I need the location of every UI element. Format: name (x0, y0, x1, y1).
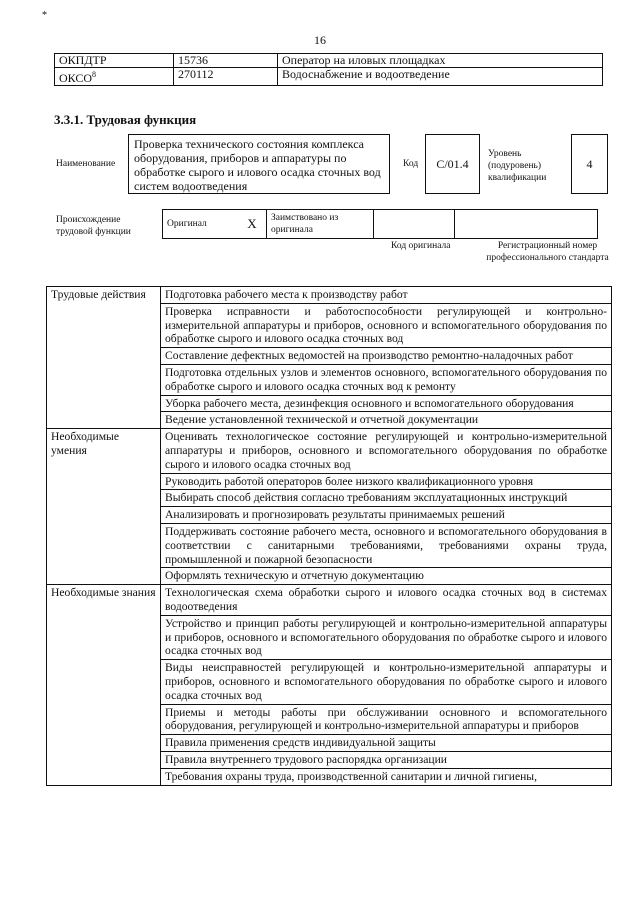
classifier-codes-table (54, 53, 603, 86)
page-number: 16 (314, 33, 326, 47)
item-cell: Правила внутреннего трудового распорядка организации (161, 751, 612, 768)
table-row (47, 429, 612, 473)
category-cell: Необходимые знания (47, 585, 161, 785)
origin-table (162, 209, 598, 239)
item-cell: Руководить работой операторов более низкого квалификационного уровня (161, 473, 612, 490)
classifier-code: 270112 (174, 68, 278, 86)
origin-label: Происхождение трудовой функции (56, 215, 131, 237)
item-cell: Оформлять техническую и отчетную документацию (161, 568, 612, 585)
original-mark: X (238, 210, 267, 239)
group-knowledge (47, 585, 612, 785)
item-cell: Требования охраны труда, производственной санитарии и личной гигиены, (161, 768, 612, 785)
level-label: Уровень (подуровень) квалификации (488, 149, 547, 183)
category-cell: Трудовые действия (47, 287, 161, 429)
original-code-cell (374, 210, 455, 239)
item-cell: Правила применения средств индивидуальной защиты (161, 735, 612, 752)
borrowed-label: Заимствовано из оригинала (267, 210, 374, 239)
item-cell: Составление дефектных ведомостей на производство ремонтно-наладочных работ (161, 348, 612, 365)
footnote-ref: 8 (92, 70, 97, 79)
item-cell: Анализировать и прогнозировать результаты принимаемых решений (161, 507, 612, 524)
item-cell: Подготовка отдельных узлов и элементов основного, вспомогательного оборудования по обработке сырого и илового осадка сточных вод к ремонту (161, 364, 612, 395)
function-code: C/01.4 (425, 134, 480, 194)
table-row (47, 287, 612, 304)
corner-mark: * (42, 10, 47, 21)
labor-function-table (46, 286, 612, 786)
classifier-title: Оператор на иловых площадках (278, 54, 603, 68)
registration-number-cell (455, 210, 598, 239)
category-cell: Необходимые умения (47, 429, 161, 585)
item-cell: Технологическая схема обработки сырого и илового осадка сточных вод в системах водоотведения (161, 585, 612, 616)
original-label: Оригинал (163, 210, 239, 239)
table-row (163, 210, 598, 239)
name-label: Наименование (56, 159, 116, 169)
item-cell: Поддерживать состояние рабочего места, основного и вспомогательного оборудования в соответствии с санитарными требованиями, требованиями охраны труда, промышленной и пожарной безопасности (161, 523, 612, 567)
item-cell: Приемы и методы работы при обслуживании основного и вспомогательного оборудования, регулирующей и контрольно-измерительной аппаратуры и приборов (161, 704, 612, 735)
classifier-code: 15736 (174, 54, 278, 68)
classifier-title: Водоснабжение и водоотведение (278, 68, 603, 86)
item-cell: Подготовка рабочего места к производству работ (161, 287, 612, 304)
code-label: Код (403, 159, 419, 169)
original-code-label: Код оригинала (391, 241, 451, 251)
item-cell: Устройство и принцип работы регулирующей и контрольно-измерительной аппаратуры и приборов, основного и вспомогательного оборудования по обработке сырого и илового осадка сточных вод (161, 615, 612, 659)
function-name: Проверка технического состояния комплекса оборудования, приборов и аппаратуры по обработке сырого и илового осадка сточных вод систем водоотведения (128, 134, 390, 194)
group-skills (47, 429, 612, 585)
group-actions (47, 287, 612, 429)
registration-number-label: Регистрационный номер профессионального стандарта (486, 241, 609, 263)
table-row (47, 585, 612, 616)
classifier-name: ОКПДТР (55, 54, 174, 68)
item-cell: Уборка рабочего места, дезинфекция основного и вспомогательного оборудования (161, 395, 612, 412)
classifier-name: ОКСО$^8$ (55, 68, 174, 86)
table-row (55, 54, 603, 68)
item-cell: Оценивать технологическое состояние регулирующей и контрольно-измерительной аппаратуры и приборов, основного и вспомогательного оборудования по обработке сырого и илового осадка сточных вод (161, 429, 612, 473)
item-cell: Ведение установленной технической и отчетной документации (161, 412, 612, 429)
item-cell: Виды неисправностей регулирующей и контрольно-измерительной аппаратуры и приборов, основного и вспомогательного оборудования по обработке сырого и илового осадка сточных вод (161, 660, 612, 704)
item-cell: Проверка исправности и работоспособности регулирующей и контрольно-измерительной аппаратуры и приборов, основного и вспомогательного оборудования по обработке сырого и илового осадка сточных вод (161, 303, 612, 347)
qualification-level: 4 (571, 134, 608, 194)
section-title: 3.3.1. Трудовая функция (54, 112, 197, 127)
item-cell: Выбирать способ действия согласно требованиям эксплуатационных инструкций (161, 490, 612, 507)
table-row (55, 68, 603, 86)
